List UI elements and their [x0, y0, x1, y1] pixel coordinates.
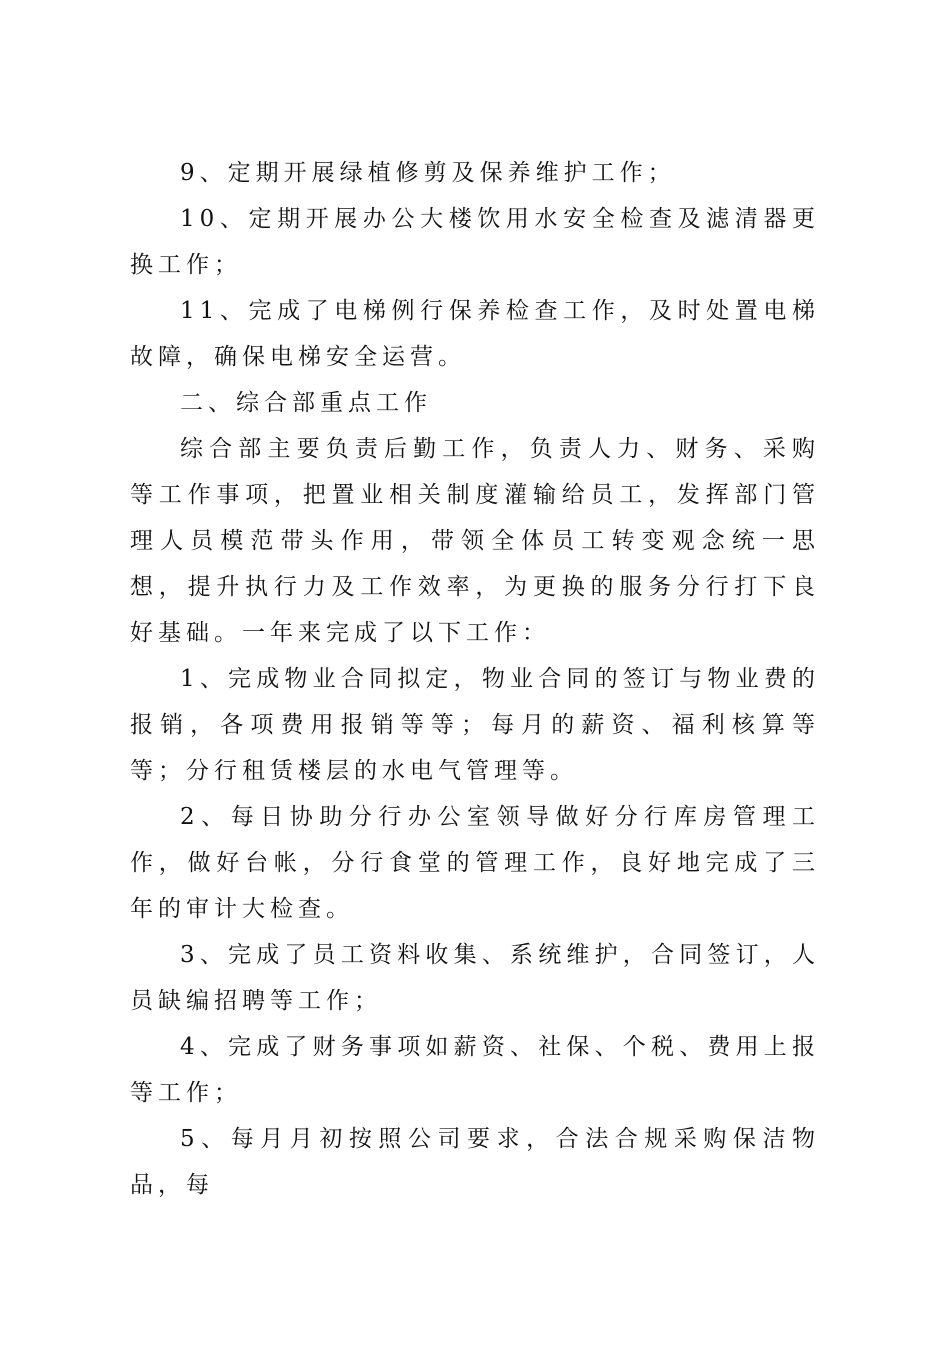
document-body — [130, 150, 820, 1208]
paragraph-item-5: 5、每月月初按照公司要求，合法合规采购保洁物品，每 — [130, 1126, 820, 1198]
paragraph-item-3: 3、完成了员工资料收集、系统维护，合同签订，人员缺编招聘等工作； — [130, 942, 820, 1014]
section-intro-paragraph: 综合部主要负责后勤工作，负责人力、财务、采购等工作事项，把置业相关制度灌输给员工，发挥部门管理人员模范带头作用，带领全体员工转变观念统一思想，提升执行力及工作效率，为更换的服务分行打下良好基础。一年来完成了以下工作： — [130, 436, 820, 646]
paragraph-item-2: 2、每日协助分行办公室领导做好分行库房管理工作，做好台帐，分行食堂的管理工作，良好地完成了三年的审计大检查。 — [130, 804, 820, 922]
paragraph-item-1: 1、完成物业合同拟定，物业合同的签订与物业费的报销，各项费用报销等等；每月的薪资、福利核算等等；分行租赁楼层的水电气管理等。 — [130, 666, 820, 784]
paragraph-item-4: 4、完成了财务事项如薪资、社保、个税、费用上报等工作； — [130, 1034, 820, 1106]
paragraph-item-9: 9、定期开展绿植修剪及保养维护工作； — [180, 160, 676, 186]
paragraph-item-11: 11、完成了电梯例行保养检查工作，及时处置电梯故障，确保电梯安全运营。 — [130, 298, 820, 370]
paragraph-item-10: 10、定期开展办公大楼饮用水安全检查及滤清器更换工作； — [130, 206, 820, 278]
section-heading: 二、综合部重点工作 — [180, 390, 432, 416]
